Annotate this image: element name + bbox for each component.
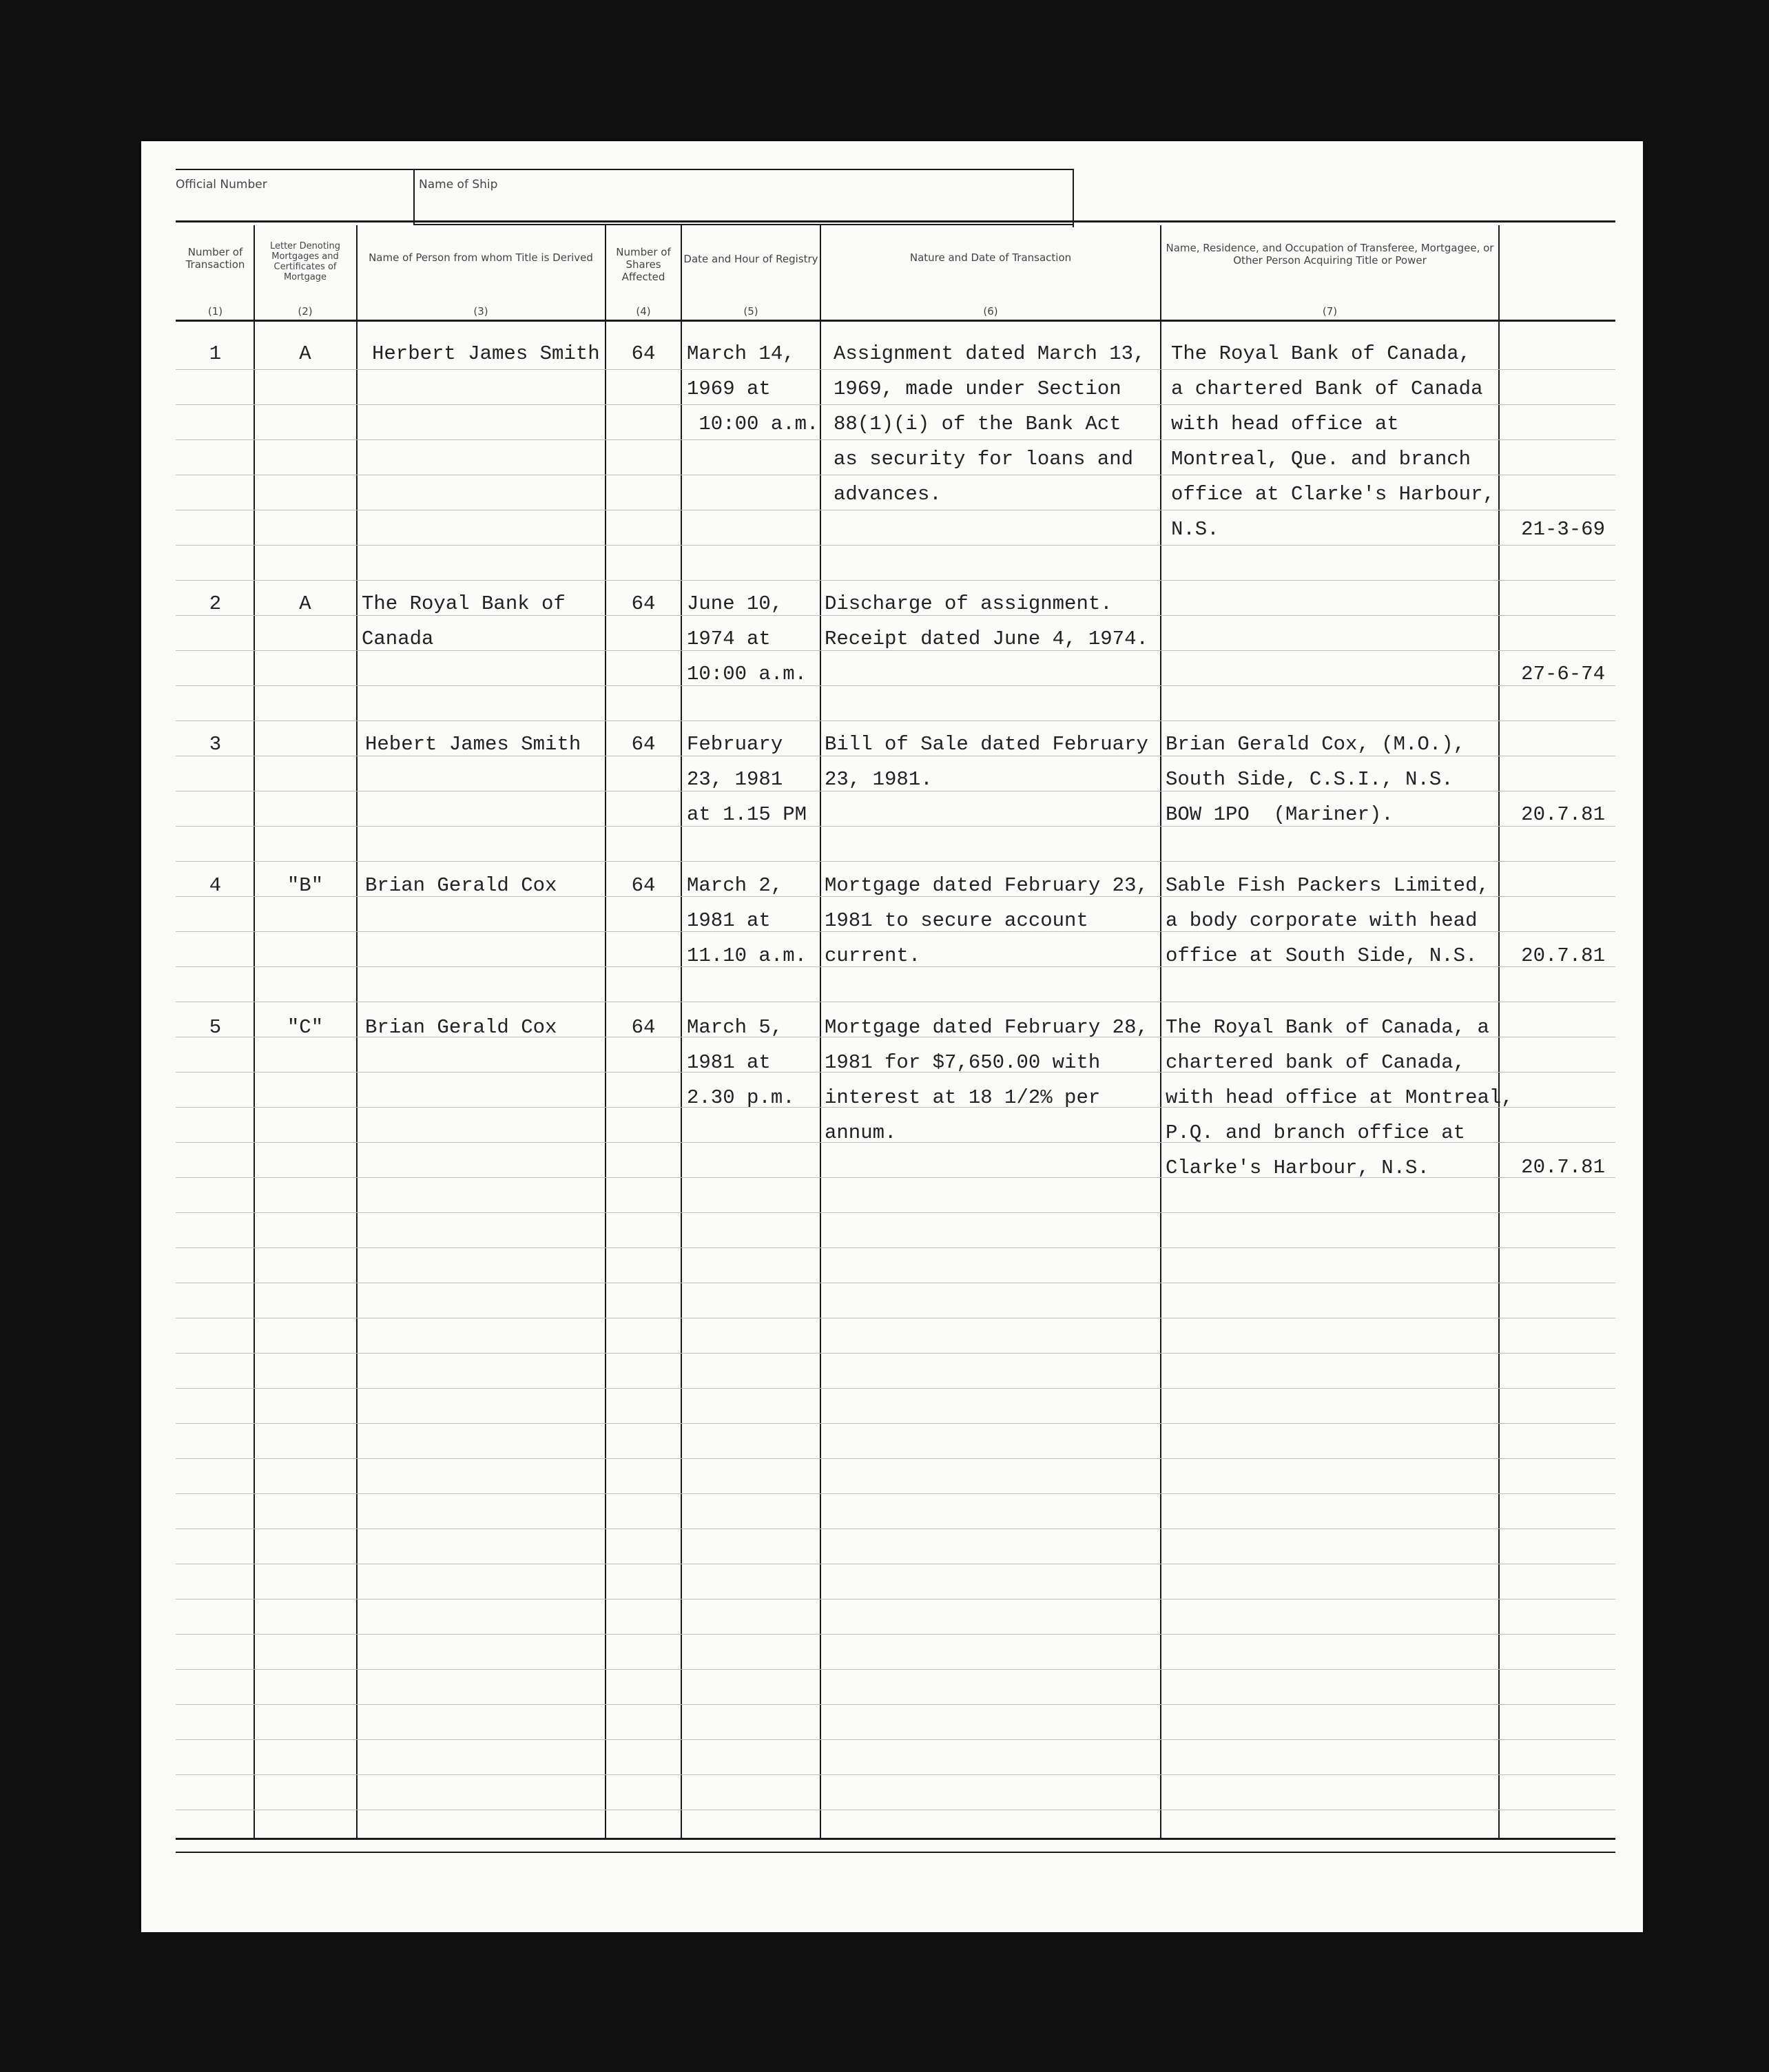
entry-4-transferee: Sable Fish Packers Limited, a body corporate with head office at South Side, N.S. — [1166, 874, 1489, 967]
column-divider — [820, 225, 821, 1839]
entry-3-number: 3 — [209, 733, 222, 756]
entry-3-shares: 64 — [631, 733, 656, 756]
bottom-line — [176, 1838, 1615, 1840]
entry-4-nature: Mortgage dated February 23, 1981 to secure account current. — [825, 874, 1148, 967]
header-number-of-transaction: Number of Transaction — [185, 246, 245, 271]
column-number: (7) — [1322, 305, 1338, 318]
entry-5-letter: "C" — [287, 1016, 324, 1039]
ruled-line — [176, 1634, 1615, 1635]
ruled-line — [176, 861, 1615, 862]
entry-4-letter: "B" — [287, 874, 324, 897]
entry-4-margin-date: 20.7.81 — [1521, 944, 1605, 967]
entry-3-date: February 23, 1981 at 1.15 PM — [687, 733, 807, 826]
entry-1-from: Herbert James Smith — [372, 342, 600, 365]
column-number: (3) — [473, 305, 488, 318]
column-number: (2) — [298, 305, 313, 318]
header-letter-denoting: Letter Denoting Mortgages and Certificates of Mortgage — [269, 241, 341, 282]
entry-3-transferee: Brian Gerald Cox, (M.O.), South Side, C.S.I., N.S. BOW 1PO (Mariner). — [1166, 733, 1466, 826]
entry-5-transferee: The Royal Bank of Canada, a chartered bank of Canada, with head office at Montreal, P.Q. and branch office at Clarke's Harbour, N.S. — [1166, 1016, 1513, 1179]
entry-4-from: Brian Gerald Cox — [365, 874, 557, 897]
entry-1-date: March 14, 1969 at 10:00 a.m. — [687, 342, 819, 435]
entry-3-from: Hebert James Smith — [365, 733, 581, 756]
column-number: (1) — [207, 305, 223, 318]
entry-1-letter: A — [299, 342, 311, 365]
entry-5-date: March 5, 1981 at 2.30 p.m. — [687, 1016, 795, 1109]
ruled-line — [176, 1739, 1615, 1740]
header-name-from-whom: Name of Person from whom Title is Derived — [369, 251, 593, 264]
entry-1-margin-date: 21-3-69 — [1521, 518, 1605, 541]
entry-4-date: March 2, 1981 at 11.10 a.m. — [687, 874, 807, 967]
ruled-line — [176, 1212, 1615, 1213]
entry-4-shares: 64 — [631, 874, 656, 897]
top-box-border — [176, 169, 1073, 170]
top-box-divider — [413, 169, 415, 224]
entry-1-nature: Assignment dated March 13, 1969, made under Section 88(1)(i) of the Bank Act as security for loans and advances. — [834, 342, 1146, 506]
header-bottom-line — [176, 320, 1615, 322]
entry-3-margin-date: 20.7.81 — [1521, 803, 1605, 826]
header-top-line — [176, 220, 1615, 222]
ruled-line — [176, 1388, 1615, 1389]
entry-2-shares: 64 — [631, 592, 656, 615]
header-transferee: Name, Residence, and Occupation of Transferee, Mortgagee, or Other Person Acquiring Title or Power — [1166, 242, 1494, 267]
entry-5-shares: 64 — [631, 1016, 656, 1039]
ruled-line — [176, 1493, 1615, 1494]
ship-name-underline — [413, 224, 1073, 225]
ruled-line — [176, 580, 1615, 581]
official-number-label: Official Number — [176, 178, 267, 191]
entry-3-nature: Bill of Sale dated February 23, 1981. — [825, 733, 1148, 791]
ruled-line — [176, 1669, 1615, 1670]
entry-5-from: Brian Gerald Cox — [365, 1016, 557, 1039]
entry-2-letter: A — [299, 592, 311, 615]
ruled-line — [176, 1774, 1615, 1775]
ruled-line — [176, 1247, 1615, 1248]
ruled-line — [176, 1704, 1615, 1705]
entry-5-number: 5 — [209, 1016, 222, 1039]
entry-2-date: June 10, 1974 at 10:00 a.m. — [687, 592, 807, 685]
header-nature-date: Nature and Date of Transaction — [909, 251, 1072, 264]
column-divider — [1160, 225, 1161, 1839]
ruled-line — [176, 685, 1615, 686]
entry-1-transferee: The Royal Bank of Canada, a chartered Bank of Canada with head office at Montreal, Que. and branch office at Clarke's Harbour, N.S. — [1171, 342, 1495, 541]
top-box-right-border — [1073, 169, 1074, 227]
column-number: (5) — [743, 305, 758, 318]
entry-4-number: 4 — [209, 874, 222, 897]
column-number: (4) — [636, 305, 651, 318]
ship-name-label: Name of Ship — [419, 178, 498, 191]
entry-2-number: 2 — [209, 592, 222, 615]
ruled-line — [176, 1458, 1615, 1459]
entry-5-margin-date: 20.7.81 — [1521, 1156, 1605, 1179]
column-number: (6) — [983, 305, 998, 318]
entry-1-shares: 64 — [631, 342, 656, 365]
bottom-line — [176, 1852, 1615, 1853]
ruled-line — [176, 1353, 1615, 1354]
entry-1-number: 1 — [209, 342, 222, 365]
ruled-line — [176, 1423, 1615, 1424]
header-date-hour: Date and Hour of Registry — [683, 253, 818, 265]
entry-2-margin-date: 27-6-74 — [1521, 663, 1605, 685]
register-page — [141, 141, 1643, 1932]
entry-5-nature: Mortgage dated February 28, 1981 for $7,650.00 with interest at 18 1/2% per annum. — [825, 1016, 1148, 1144]
entry-2-nature: Discharge of assignment. Receipt dated June 4, 1974. — [825, 592, 1148, 650]
entry-2-from: The Royal Bank of Canada — [362, 592, 566, 650]
header-number-of-shares: Number of Shares Affected — [616, 246, 671, 283]
